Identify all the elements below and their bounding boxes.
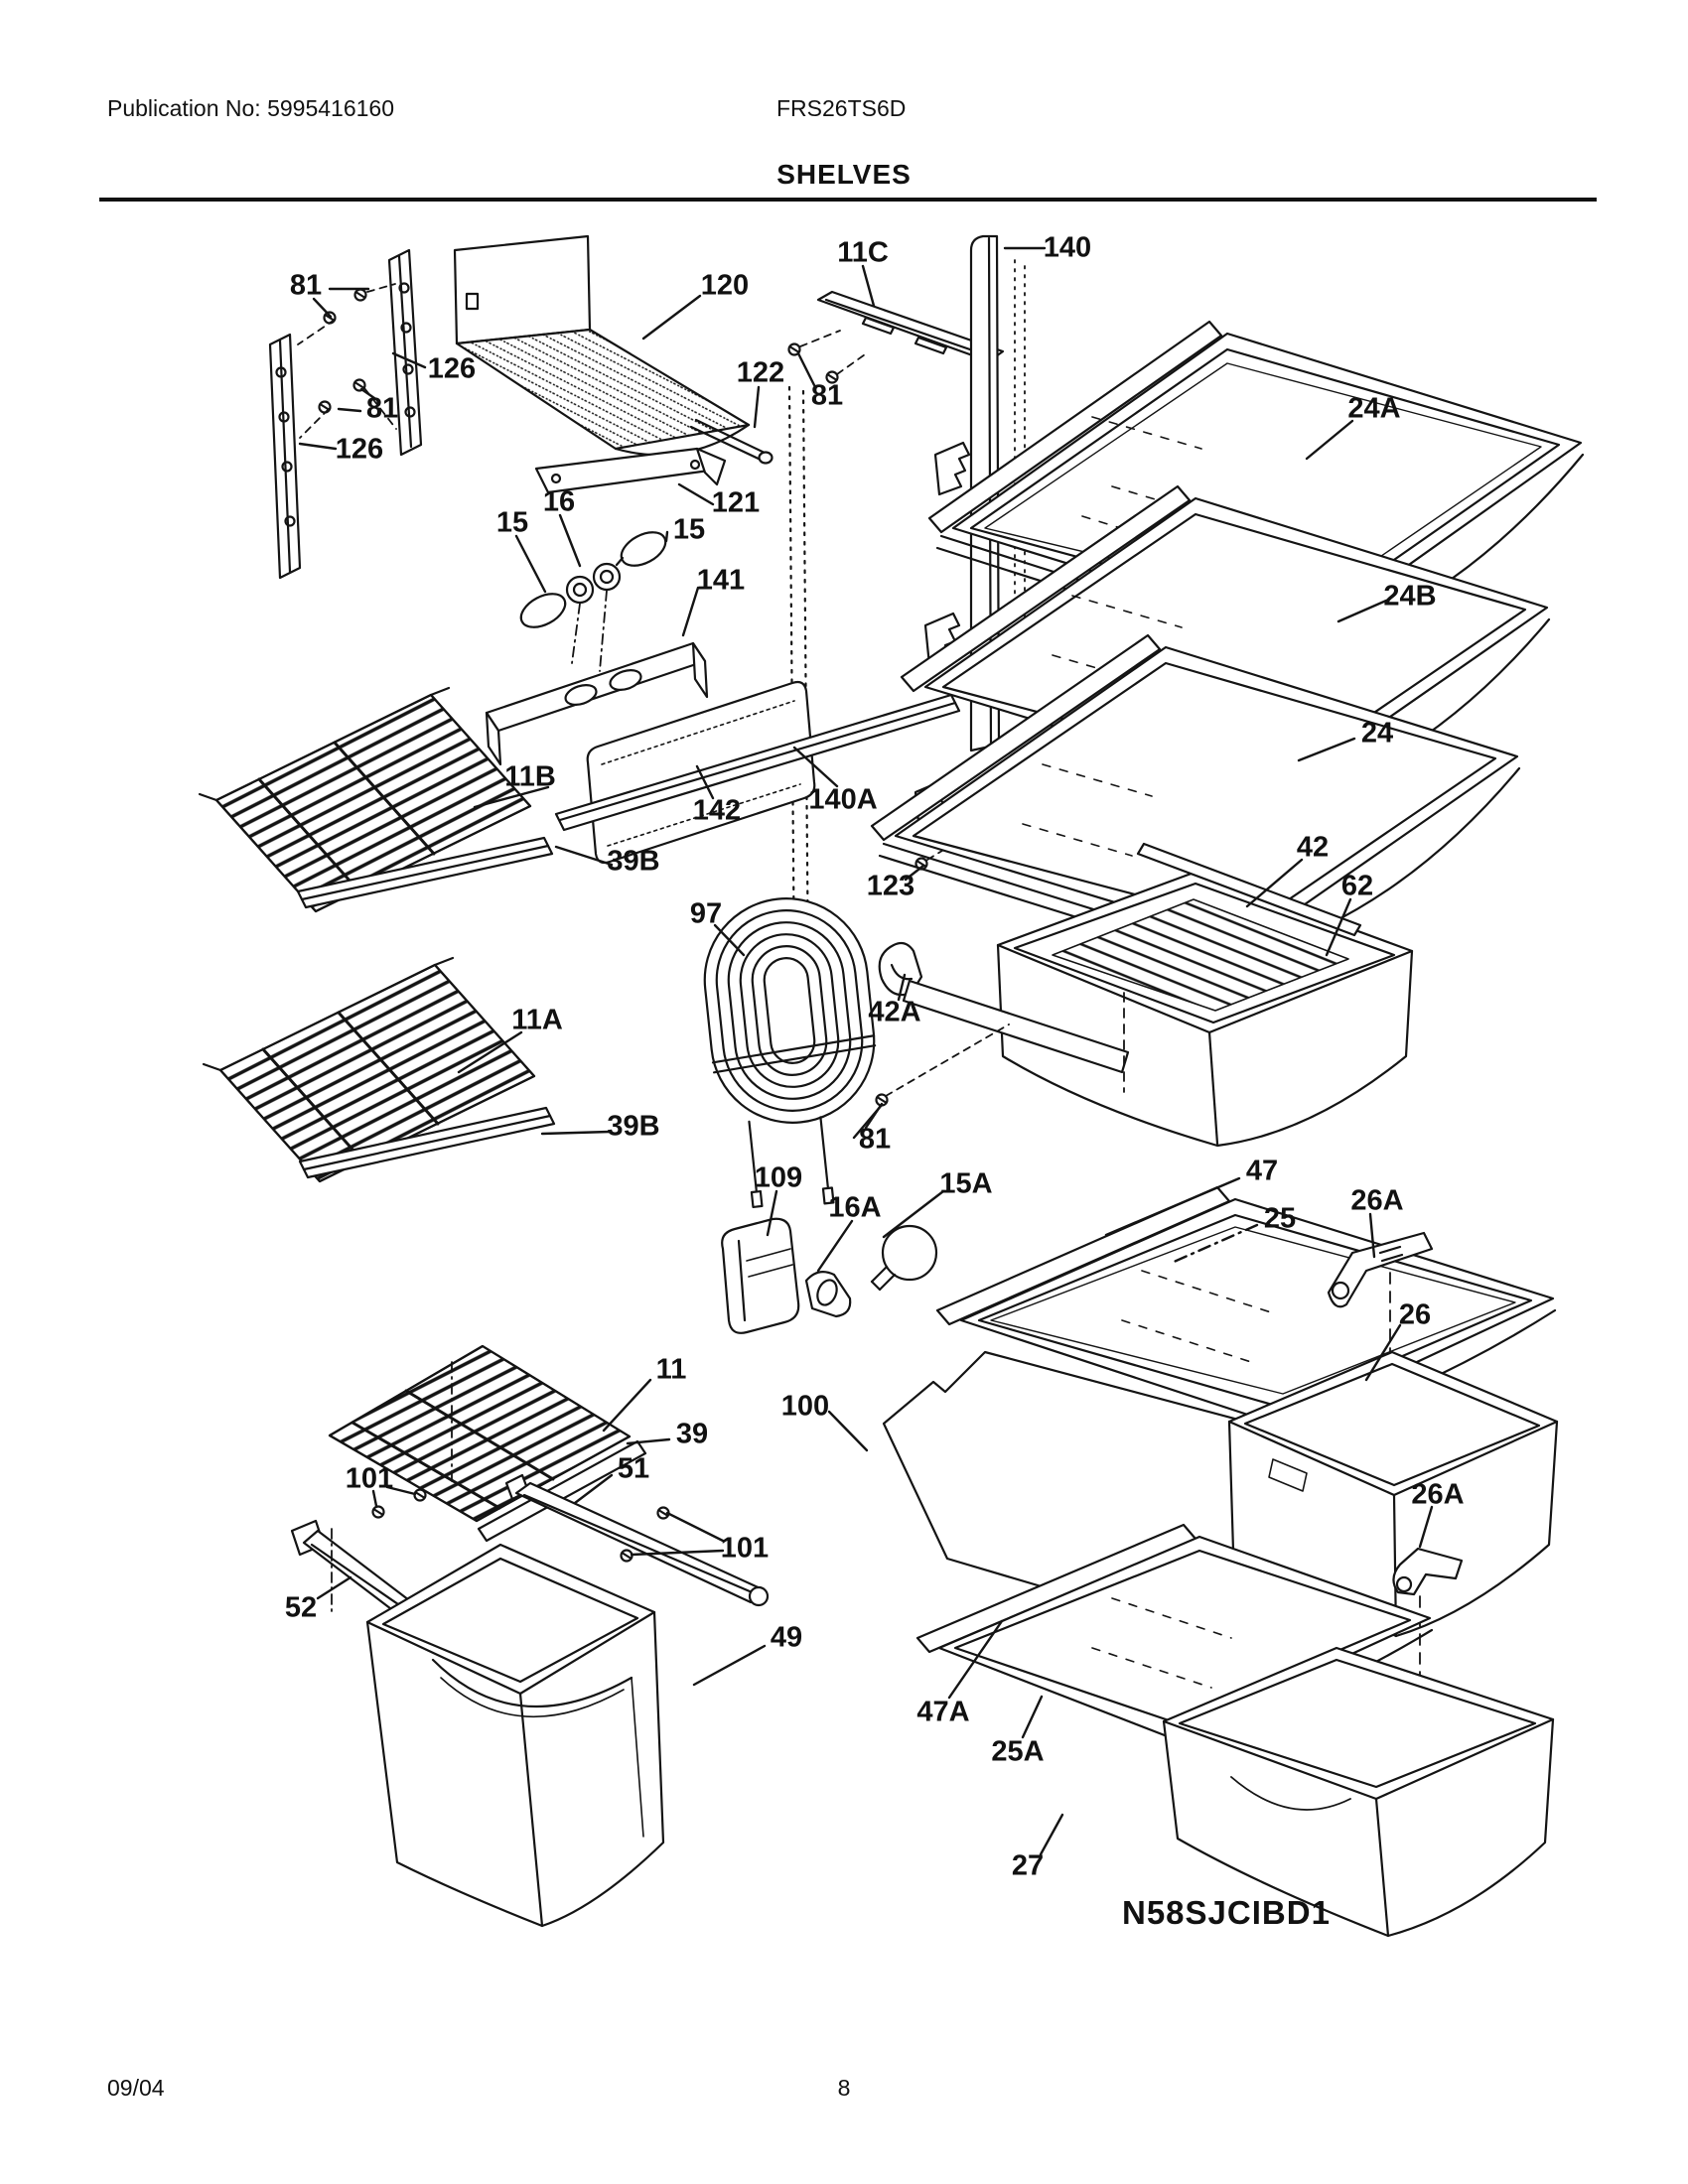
light-housing-109: [722, 1219, 798, 1333]
part-callout-11a-26: 11A: [511, 1004, 563, 1036]
part-callout-24b-10: 24B: [1383, 580, 1437, 613]
publication-number: Publication No: 5995416160: [107, 95, 395, 121]
drawing-id: N58SJCIBD1: [1122, 1894, 1331, 1931]
part-callout-121-16: 121: [711, 486, 761, 519]
part-callout-101-41: 101: [720, 1532, 770, 1565]
part-callout-15-12: 15: [495, 506, 529, 539]
part-callout-15a-31: 15A: [939, 1167, 993, 1200]
part-callout-52-43: 52: [284, 1591, 318, 1624]
part-callout-97-22: 97: [689, 897, 723, 930]
part-callout-140a-20: 140A: [808, 783, 878, 816]
part-callout-140-8: 140: [1043, 231, 1092, 264]
part-callout-42a-25: 42A: [868, 996, 921, 1028]
part-callout-51-40: 51: [617, 1452, 650, 1485]
light-bulb-15A: [872, 1226, 936, 1290]
part-callout-109-29: 109: [754, 1161, 803, 1194]
part-callout-39-38: 39: [675, 1418, 709, 1450]
part-callout-141-15: 141: [696, 564, 746, 597]
part-callout-123-21: 123: [866, 870, 915, 902]
part-callout-11-36: 11: [655, 1353, 687, 1386]
part-callout-11c-6: 11C: [837, 236, 889, 269]
part-callout-16-13: 16: [542, 485, 576, 518]
light-socket-16A: [806, 1272, 850, 1316]
part-callout-81-28: 81: [858, 1123, 892, 1156]
part-callout-47a-45: 47A: [916, 1696, 970, 1728]
lamp-assembly-15-16: [515, 525, 671, 671]
part-callout-81-0: 81: [289, 269, 323, 302]
part-callout-25a-46: 25A: [991, 1735, 1045, 1768]
part-callout-16a-30: 16A: [828, 1191, 882, 1224]
part-callout-100-37: 100: [780, 1390, 830, 1423]
part-callout-62-24: 62: [1340, 870, 1374, 902]
part-callout-47-32: 47: [1245, 1155, 1279, 1187]
part-callout-126-3: 126: [335, 433, 384, 466]
model-number: FRS26TS6D: [776, 95, 907, 121]
page-title: SHELVES: [776, 159, 912, 190]
part-callout-26a-34: 26A: [1350, 1184, 1404, 1217]
part-callout-27-47: 27: [1011, 1849, 1045, 1882]
part-callout-42-23: 42: [1296, 831, 1330, 864]
part-callout-81-7: 81: [810, 379, 844, 412]
part-callout-39b-27: 39B: [607, 1110, 660, 1143]
ice-bucket-49: [367, 1545, 663, 1926]
part-callout-120-4: 120: [700, 269, 750, 302]
part-callout-25-33: 25: [1263, 1202, 1297, 1235]
footer-date: 09/04: [107, 2075, 165, 2101]
part-callout-24-11: 24: [1360, 717, 1394, 750]
part-callout-122-5: 122: [736, 356, 785, 389]
part-callout-39b-19: 39B: [607, 845, 660, 878]
part-callout-24a-9: 24A: [1347, 392, 1401, 425]
part-callout-11b-17: 11B: [504, 760, 556, 793]
part-callout-26a-42: 26A: [1411, 1478, 1465, 1511]
part-callout-126-1: 126: [427, 352, 477, 385]
part-callout-142-18: 142: [692, 794, 742, 827]
part-callout-81-2: 81: [365, 392, 399, 425]
part-callout-49-44: 49: [770, 1621, 803, 1654]
part-callout-15-14: 15: [672, 513, 706, 546]
footer-page-number: 8: [837, 2075, 851, 2101]
part-callout-26-35: 26: [1398, 1298, 1432, 1331]
part-callout-101-39: 101: [345, 1462, 394, 1495]
